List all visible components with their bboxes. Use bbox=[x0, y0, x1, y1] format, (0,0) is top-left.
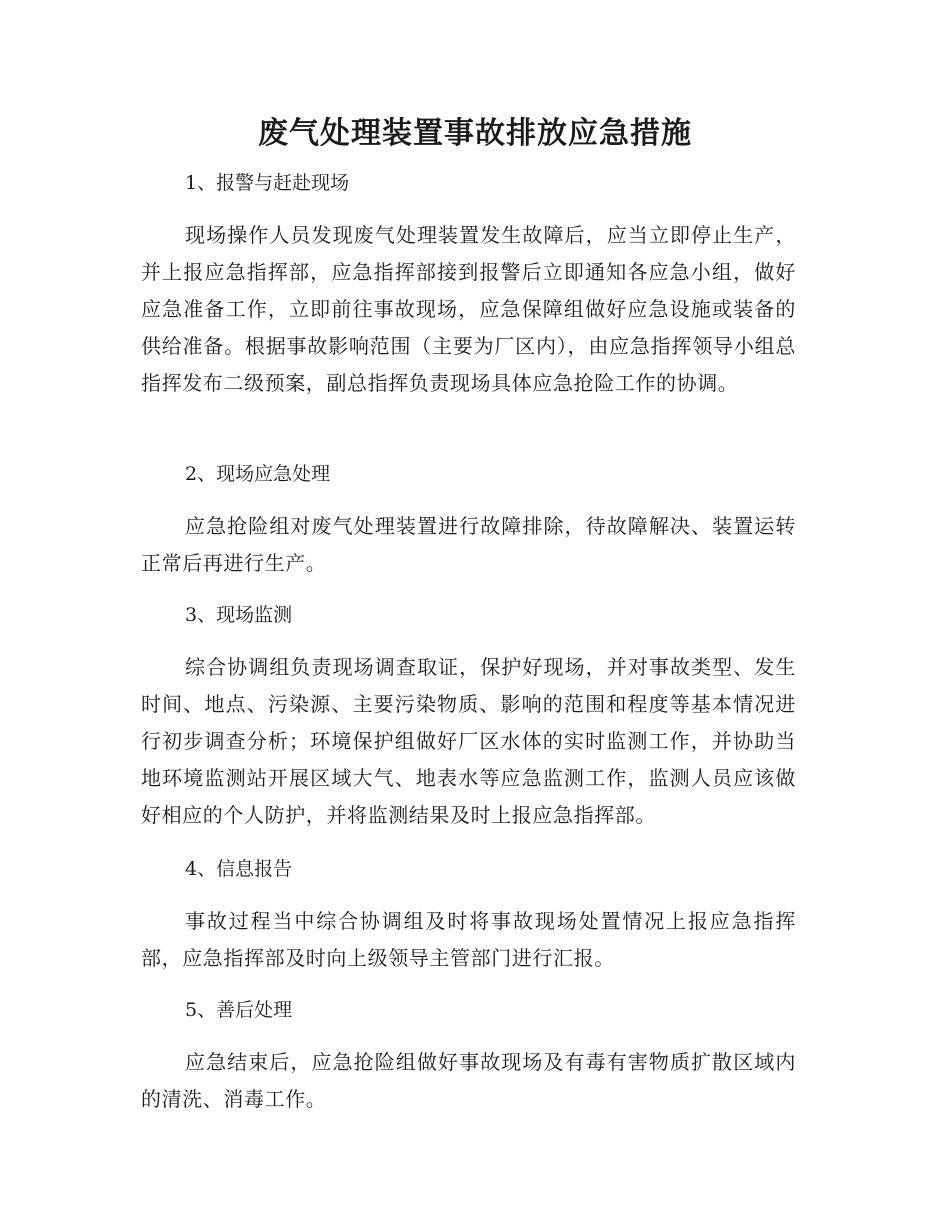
section-body-5: 应急结束后，应急抢险组做好事故现场及有毒有害物质扩散区域内的清洗、消毒工作。 bbox=[141, 1050, 796, 1111]
section-body-1: 现场操作人员发现废气处理装置发生故障后，应当立即停止生产，并上报应急指挥部，应急指挥部接到报警后立即通知各应急小组，做好应急准备工作，立即前往事故现场，应急保障组做好应急设施或装备的供给准备。根据事故影响范围（主要为厂区内），由应急指挥领导小组总指挥发布二级预案，副总指挥负责现场具体应急抢险工作的协调。 bbox=[141, 223, 796, 395]
section-heading-5: 5、善后处理 bbox=[185, 999, 293, 1021]
section-body-4: 事故过程当中综合协调组及时将事故现场处置情况上报应急指挥部，应急指挥部及时向上级领导主管部门进行汇报。 bbox=[141, 909, 796, 970]
section-heading-2: 2、现场应急处理 bbox=[185, 463, 331, 485]
section-body-2: 应急抢险组对废气处理装置进行故障排除，待故障解决、装置运转正常后再进行生产。 bbox=[141, 514, 796, 575]
section-heading-3: 3、现场监测 bbox=[185, 604, 293, 626]
document-title: 废气处理装置事故排放应急措施 bbox=[258, 116, 692, 151]
section-heading-1: 1、报警与赶赴现场 bbox=[185, 172, 350, 194]
section-heading-4: 4、信息报告 bbox=[185, 858, 293, 880]
section-body-3: 综合协调组负责现场调查取证，保护好现场，并对事故类型、发生时间、地点、污染源、主要污染物质、影响的范围和程度等基本情况进行初步调查分析；环境保护组做好厂区水体的实时监测工作，并协助当地环境监测站开展区域大气、地表水等应急监测工作，监测人员应该做好相应的个人防护，并将监测结果及时上报应急指挥部。 bbox=[141, 655, 796, 827]
